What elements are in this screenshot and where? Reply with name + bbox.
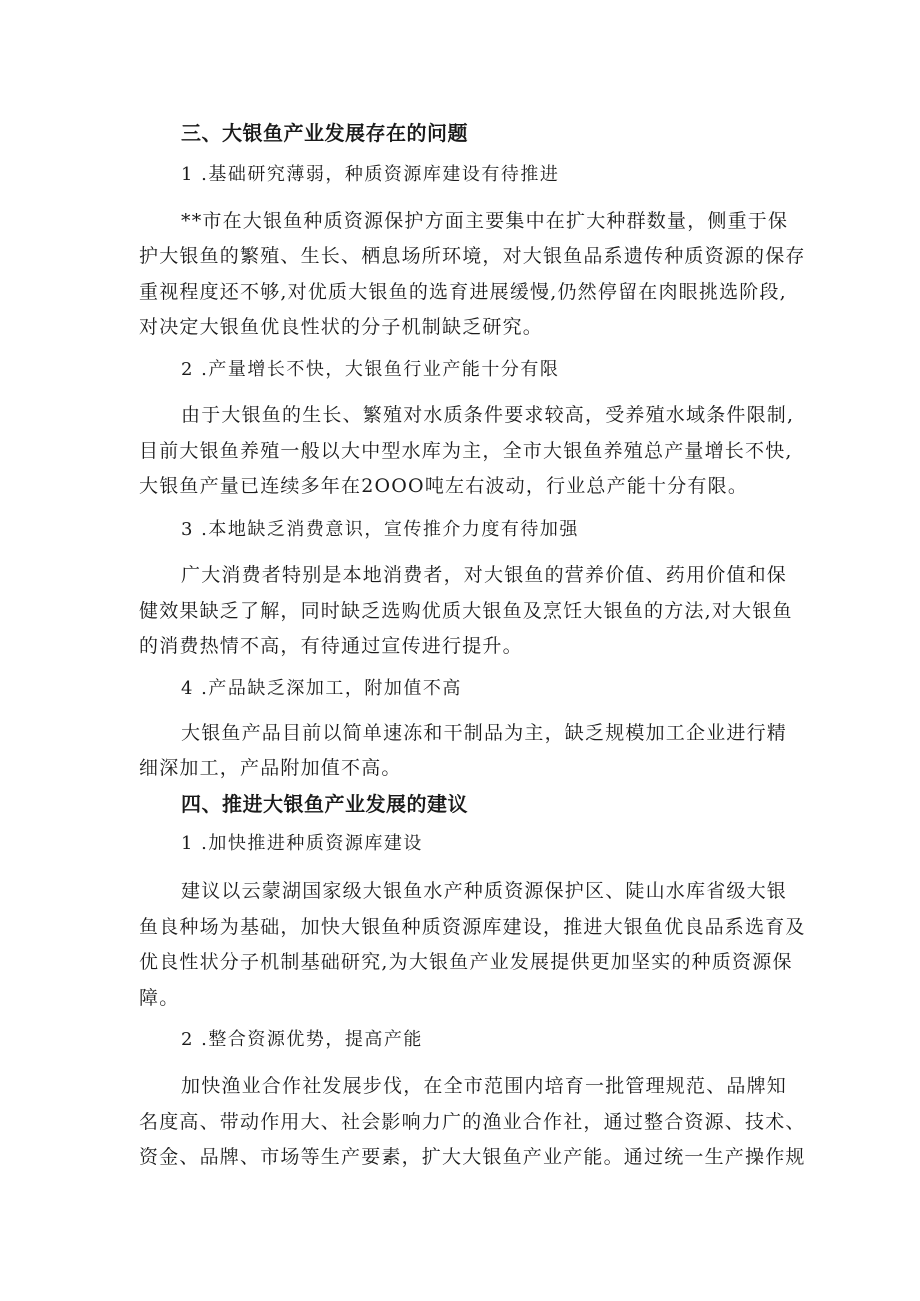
- section3-item4-title: 4 .产品缺乏深加工，附加值不高: [181, 678, 462, 699]
- paragraph-line: 由于大银鱼的生长、繁殖对水质条件要求较高，受养殖水域条件限制,: [181, 404, 795, 426]
- paragraph-line: 重视程度还不够,对优质大银鱼的选育进展缓慢,仍然停留在肉眼挑选阶段,: [139, 281, 787, 303]
- section3-item2-title: 2 .产量增长不快，大银鱼行业产能十分有限: [181, 359, 560, 380]
- paragraph-line: 的消费热情不高，有待通过宣传进行提升。: [139, 635, 523, 657]
- section3-heading: 三、大银鱼产业发展存在的问题: [181, 121, 468, 145]
- section3-item1-title: 1 .基础研究薄弱，种质资源库建设有待推进: [181, 164, 560, 185]
- section4-heading: 四、推进大银鱼产业发展的建议: [181, 792, 468, 816]
- paragraph-line: 目前大银鱼养殖一般以大中型水库为主，全市大银鱼养殖总产量增长不快,: [139, 440, 793, 462]
- paragraph-line: 广大消费者特别是本地消费者，对大银鱼的营养价值、药用价值和保: [181, 564, 788, 586]
- section3-item3-title: 3 .本地缺乏消费意识，宣传推介力度有待加强: [181, 519, 579, 540]
- paragraph-line: 大银鱼产品目前以简单速冻和干制品为主，缺乏规模加工企业进行精: [181, 722, 788, 744]
- section4-item1-title: 1 .加快推进种质资源库建设: [181, 833, 423, 854]
- section4-item2-title: 2 .整合资源优势，提高产能: [181, 1029, 423, 1050]
- paragraph-line: 对决定大银鱼优良性状的分子机制缺乏研究。: [139, 316, 544, 338]
- paragraph-line: 障。: [139, 987, 180, 1009]
- paragraph-line: 细深加工，产品附加值不高。: [139, 757, 402, 779]
- paragraph-line: 护大银鱼的繁殖、生长、栖息场所环境，对大银鱼品系遗传种质资源的保存: [139, 245, 806, 267]
- paragraph-line: **市在大银鱼种质资源保护方面主要集中在扩大种群数量，侧重于保: [181, 210, 789, 232]
- paragraph-line: 大银鱼产量已连续多年在2OOO吨左右波动，行业总产能十分有限。: [139, 475, 749, 497]
- paragraph-line: 资金、品牌、市场等生产要素，扩大大银鱼产业产能。通过统一生产操作规: [139, 1146, 806, 1168]
- paragraph-line: 建议以云蒙湖国家级大银鱼水产种质资源保护区、陡山水库省级大银: [181, 880, 788, 902]
- paragraph-line: 优良性状分子机制基础研究,为大银鱼产业发展提供更加坚实的种质资源保: [139, 951, 793, 973]
- paragraph-line: 加快渔业合作社发展步伐，在全市范围内培育一批管理规范、品牌知: [181, 1075, 788, 1097]
- paragraph-line: 名度高、带动作用大、社会影响力广的渔业合作社，通过整合资源、技术、: [139, 1111, 806, 1133]
- paragraph-line: 鱼良种场为基础，加快大银鱼种质资源库建设，推进大银鱼优良品系选育及: [139, 916, 806, 938]
- paragraph-line: 健效果缺乏了解，同时缺乏选购优质大银鱼及烹饪大银鱼的方法,对大银鱼: [139, 600, 793, 622]
